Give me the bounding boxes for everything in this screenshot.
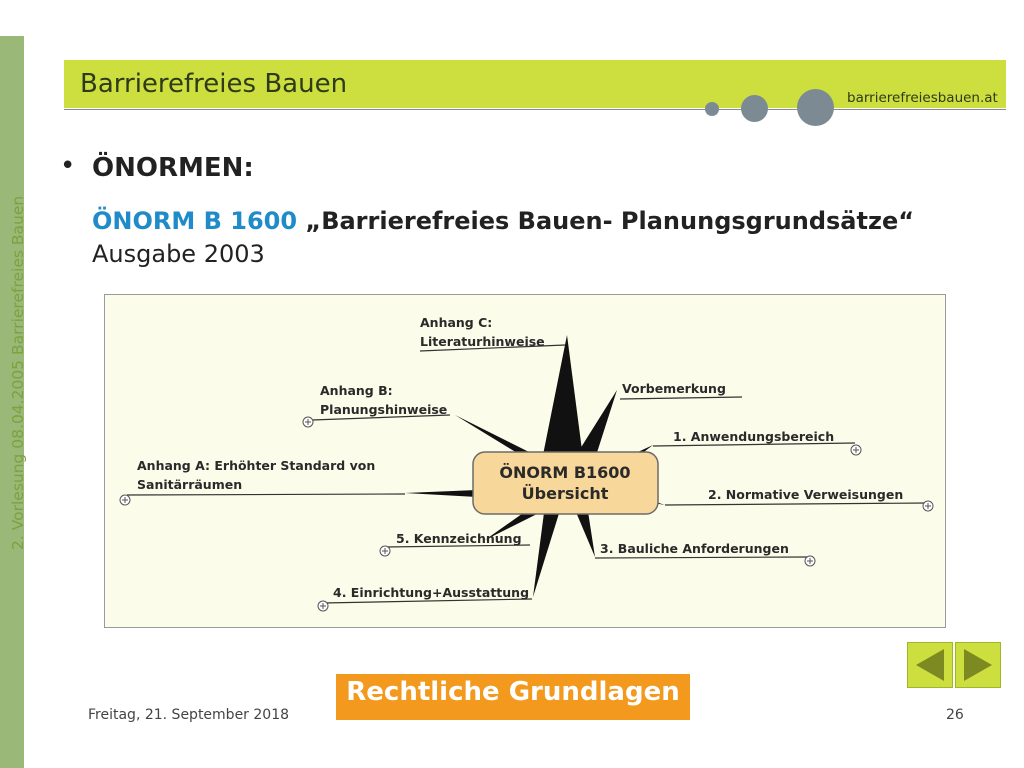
- decorative-dot-small: [705, 102, 719, 116]
- header-divider: [64, 109, 1006, 110]
- label-anhang-b-1: Anhang B:: [320, 383, 393, 398]
- norm-title: „Barrierefreies Bauen- Planungsgrundsätze“: [297, 207, 914, 235]
- triangle-left-icon: [908, 643, 952, 687]
- label-anhang-c-1: Anhang C:: [420, 315, 493, 330]
- label-normative: 2. Normative Verweisungen: [708, 487, 904, 502]
- sidebar-vertical-text: 2. Vorlesung 08.04.2005 Barrierefreies Bauen: [9, 195, 27, 550]
- label-anhang-c-2: Literaturhinweise: [420, 334, 545, 349]
- bullet-marker: •: [60, 151, 76, 181]
- triangle-right-icon: [956, 643, 1000, 687]
- footer-date: Freitag, 21. September 2018: [88, 707, 290, 723]
- topic-banner-label: Rechtliche Grundlagen: [346, 677, 680, 707]
- center-label-1: ÖNORM B1600: [499, 463, 631, 482]
- label-anhang-a-1: Anhang A: Erhöhter Standard von: [137, 458, 376, 473]
- spike-einrichtung: [533, 505, 561, 597]
- label-anhang-a-2: Sanitärräumen: [137, 477, 243, 492]
- previous-slide-button[interactable]: [907, 642, 953, 688]
- norm-code: ÖNORM B 1600: [92, 207, 298, 235]
- mindmap-image: [104, 294, 946, 628]
- center-node: [473, 452, 658, 514]
- label-kennzeichnung: 5. Kennzeichnung: [396, 531, 522, 546]
- label-anwendungsbereich: 1. Anwendungsbereich: [673, 429, 835, 444]
- label-einrichtung: 4. Einrichtung+Ausstattung: [333, 585, 530, 600]
- page-title: Barrierefreies Bauen: [80, 69, 348, 99]
- page-number: 26: [946, 707, 964, 723]
- next-slide-button[interactable]: [955, 642, 1001, 688]
- site-name: barrierefreiesbauen.at: [847, 90, 998, 106]
- spike-anhang-c: [543, 335, 583, 458]
- decorative-dot-medium: [741, 95, 768, 122]
- section-heading: ÖNORMEN:: [92, 153, 254, 183]
- spike-anhang-a: [405, 490, 477, 497]
- center-label-2: Übersicht: [521, 484, 609, 503]
- label-vorbemerkung: Vorbemerkung: [622, 381, 726, 396]
- label-bauliche: 3. Bauliche Anforderungen: [600, 541, 789, 556]
- edition-text: Ausgabe 2003: [92, 240, 265, 268]
- decorative-dot-large: [797, 89, 834, 126]
- label-anhang-b-2: Planungshinweise: [320, 402, 448, 417]
- norm-title-line: [92, 207, 914, 235]
